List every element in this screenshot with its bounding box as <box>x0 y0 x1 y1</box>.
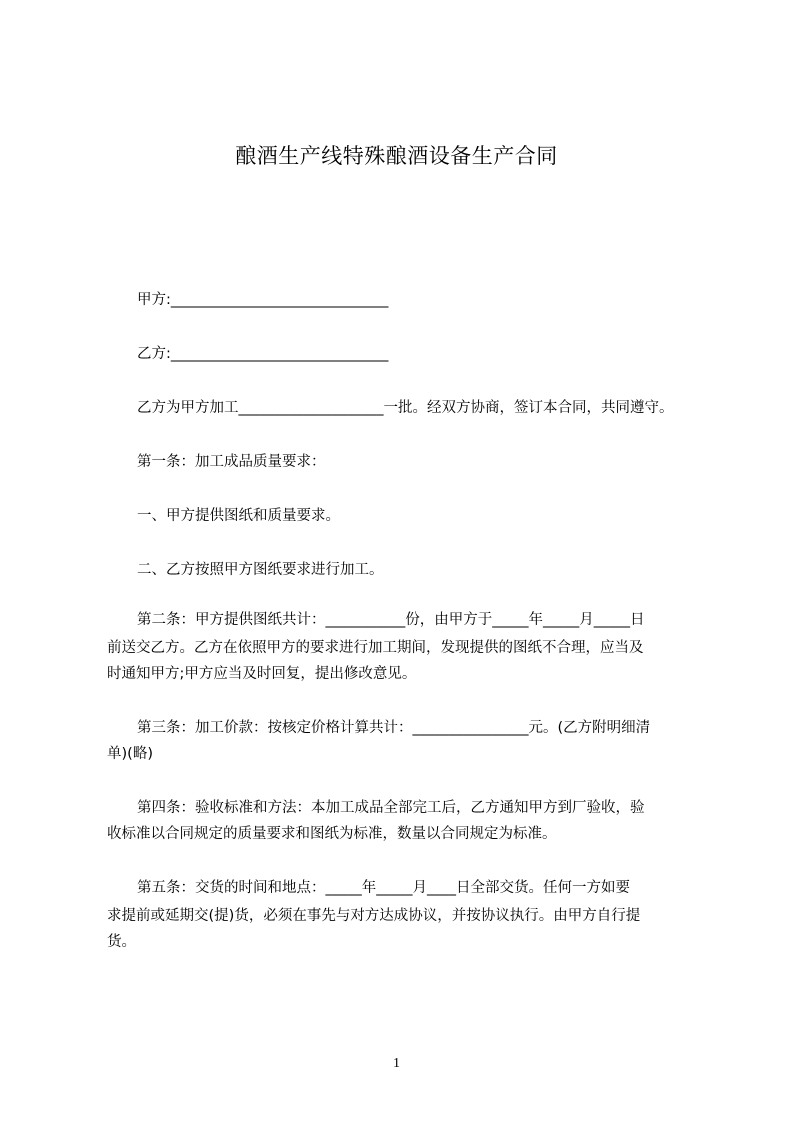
article1-heading: 第一条：加工成品质量要求： <box>137 454 326 470</box>
document-title: 酿酒生产线特殊酿酒设备生产合同 <box>235 144 558 168</box>
article2-line: 第二条：甲方提供图纸共计：___________份，由甲方于_____年_____月_____日 <box>137 612 645 628</box>
intro-paragraph: 乙方为甲方加工____________________一批。经双方协商，签订本合同，共同遵守。 <box>137 400 674 416</box>
article3-line: 单)(略) <box>107 746 153 762</box>
article2-line: 时通知甲方;甲方应当及时回复，提出修改意见。 <box>107 666 417 682</box>
article5-line: 货。 <box>107 934 136 950</box>
article5-line: 第五条：交货的时间和地点：_____年_____月____日全部交货。任何一方如要 <box>137 880 630 896</box>
article4-line: 收标准以合同规定的质量要求和图纸为标准，数量以合同规定为标准。 <box>107 826 557 842</box>
article1-item2: 二、乙方按照甲方图纸要求进行加工。 <box>137 562 384 578</box>
party-b-line: 乙方:______________________________ <box>137 346 389 362</box>
article4-line: 第四条：验收标准和方法：本加工成品全部完工后，乙方通知甲方到厂验收，验 <box>137 800 645 816</box>
article3-line: 第三条：加工价款：按核定价格计算共计：________________元。(乙方附明细清 <box>137 720 651 736</box>
party-a-line: 甲方:______________________________ <box>137 292 389 308</box>
article1-item1: 一、甲方提供图纸和质量要求。 <box>137 508 340 524</box>
article5-line: 求提前或延期交(提)货，必须在事先与对方达成协议，并按协议执行。由甲方自行提 <box>107 908 641 924</box>
page-number: 1 <box>393 1056 400 1071</box>
article2-line: 前送交乙方。乙方在依照甲方的要求进行加工期间，发现提供的图纸不合理，应当及 <box>107 640 644 656</box>
